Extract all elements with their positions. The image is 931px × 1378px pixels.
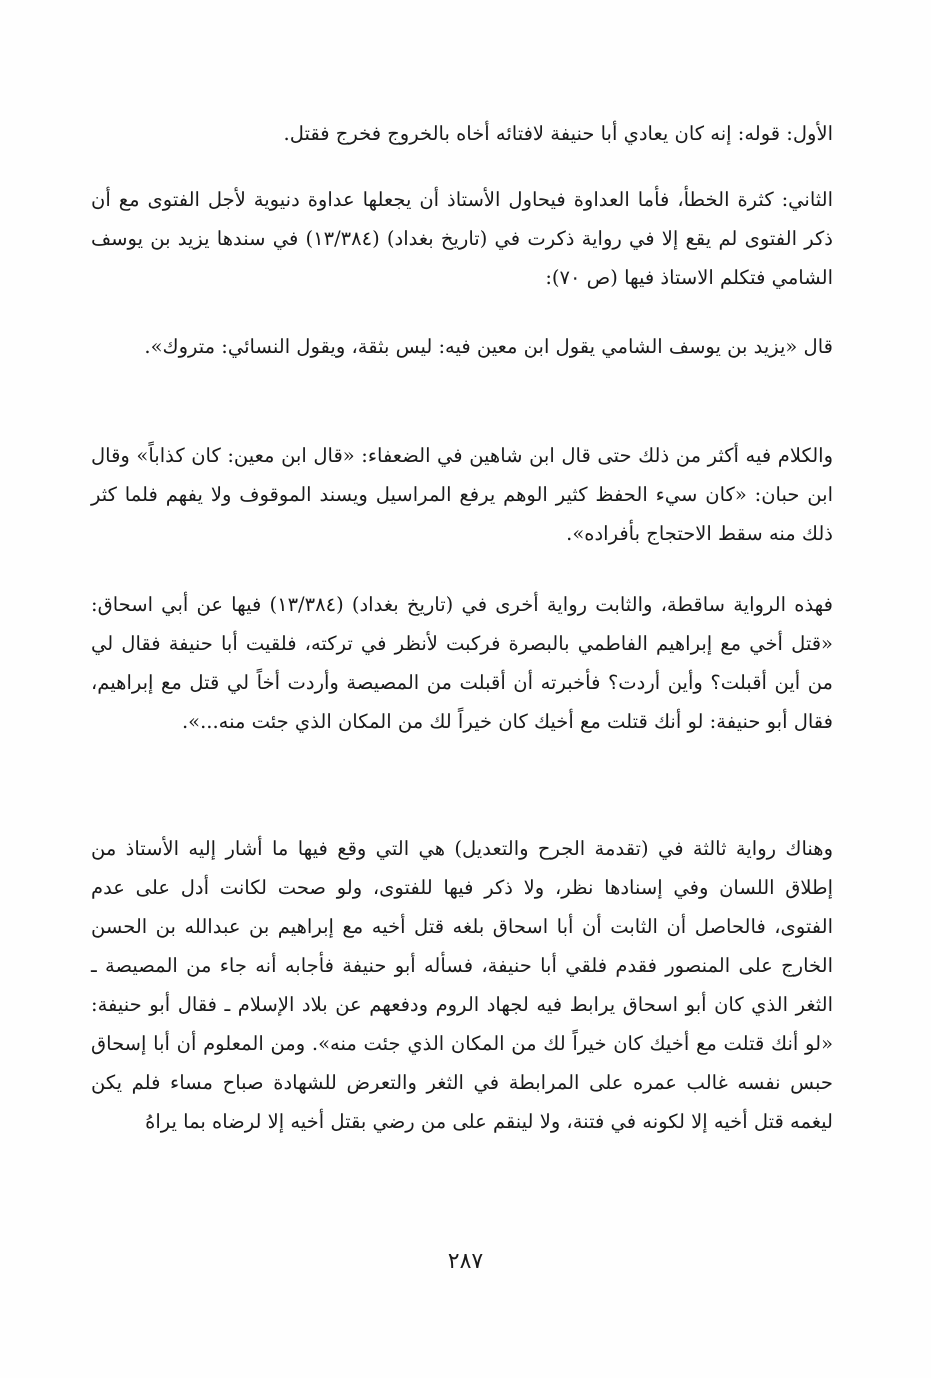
paragraph-quote-yazid: قال «يزيد بن يوسف الشامي يقول ابن معين فيه: ليس بثقة، ويقول النسائي: متروك». xyxy=(144,335,833,358)
paragraph-first-point: الأول: قوله: إنه كان يعادي أبا حنيفة لافتائه أخاه بالخروج فخرج فقتل. xyxy=(283,122,833,145)
paragraph-second-point: الثاني: كثرة الخطأ، فأما العداوة فيحاول الأستاذ أن يجعلها عداوة دنيوية لأجل الفتوى مع أن ذكر الفتوى لم يقع إلا في رواية ذكرت في (تاريخ بغداد) (١٣/٣٨٤) في سندها يزيد بن يوسف الشامي فتكلم الاستاذ فيها (ص ٧٠): xyxy=(91,188,833,289)
page-number: ٢٨٧ xyxy=(447,1249,484,1274)
paragraph-third-narration: وهناك رواية ثالثة في (تقدمة الجرح والتعديل) هي التي وقع فيها ما أشار إليه الأستاذ من إطلاق اللسان وفي إسنادها نظر، ولا ذكر فيها للفتوى، ولو صحت لكانت أدل على عدم الفتوى، فالحاصل أن الثابت أن أبا اسحاق بلغه قتل أخيه مع إبراهيم بن عبدالله بن الحسن الخارج على المنصور فقدم فلقي أبا حنيفة، فسأله أبو حنيفة فأجابه أنه جاء من المصيصة ـ الثغر الذي كان أبو اسحاق يرابط فيه لجهاد الروم ودفعهم عن بلاد الإسلام ـ فقال أبو حنيفة: «لو أنك قتلت مع أخيك كان خيراً لك من المكان الذي جئت منه». ومن المعلوم أن أبا إسحاق حبس نفسه غالب عمره على المرابطة في الثغر والتعرض للشهادة صباح مساء فلم يكن ليغمه قتل أخيه إلا لكونه في فتنة، ولا لينقم على من رضي بقتل أخيه إلا لرضاه بما يراهُ xyxy=(91,837,833,1133)
paragraph-second-narration: فهذه الرواية ساقطة، والثابت رواية أخرى في (تاريخ بغداد) (١٣/٣٨٤) فيها عن أبي اسحاق: «قتل أخي مع إبراهيم الفاطمي بالبصرة فركبت لأنظر في تركته، فلقيت أبا حنيفة فقال لي من أين أقبلت؟ وأين أردت؟ فأخبرته أن أقبلت من المصيصة وأردت أخاً لي قتل مع إبراهيم، فقال أبو حنيفة: لو أنك قتلت مع أخيك كان خيراً لك من المكان الذي جئت منه...». xyxy=(91,593,833,733)
paragraph-criticism: والكلام فيه أكثر من ذلك حتى قال ابن شاهين في الضعفاء: «قال ابن معين: كان كذاباً» وقال ابن حبان: «كان سيء الحفظ كثير الوهم يرفع المراسيل ويسند الموقوف ولا يفهم فلما كثر ذلك منه سقط الاحتجاج بأفراده». xyxy=(91,444,833,545)
